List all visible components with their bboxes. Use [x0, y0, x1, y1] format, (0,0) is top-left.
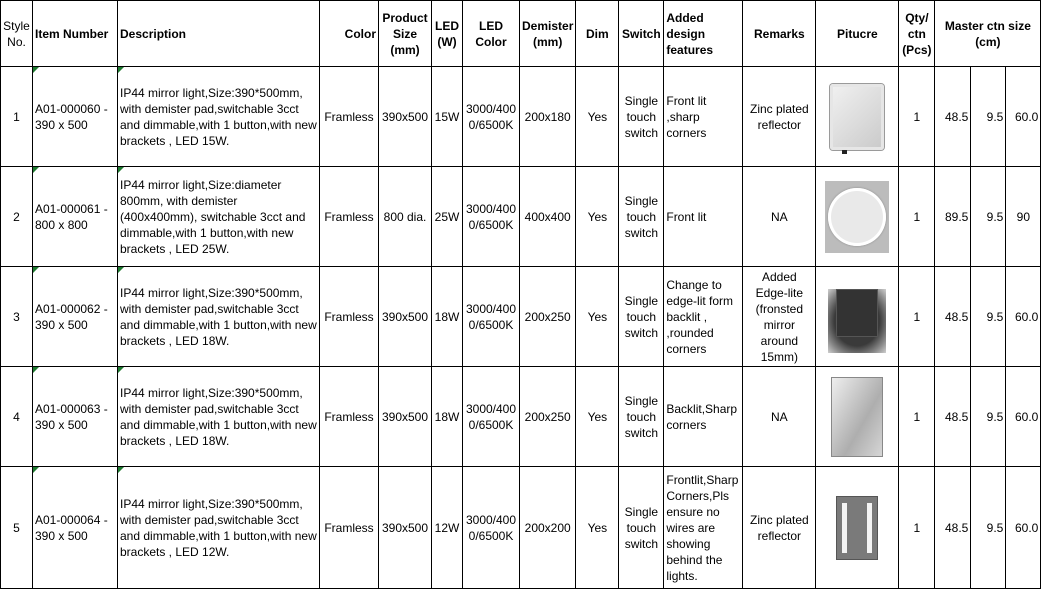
- description-cell: IP44 mirror light,Size:390*500mm, with demister pad,switchable 3cct and dimmable,with 1 button,with new brackets , LED 15W.: [118, 67, 320, 167]
- header-picture: Pitucre: [816, 1, 899, 67]
- product-size-cell: 390x500: [379, 367, 432, 467]
- header-demister: Demister (mm): [520, 1, 576, 67]
- header-dim: Dim: [576, 1, 619, 67]
- item-number-cell: A01-000062 - 390 x 500: [33, 267, 118, 367]
- item-number-cell: A01-000064 - 390 x 500: [33, 467, 118, 589]
- grey-mirror-icon: [832, 378, 882, 456]
- header-description: Description: [118, 1, 320, 67]
- color-cell: Framless: [320, 67, 379, 167]
- description-cell: IP44 mirror light,Size:diameter 800mm, with demister (400x400mm), switchable 3cct and dimmable,with 1 button,with new brackets , LED 25W.: [118, 167, 320, 267]
- style-no-cell: 4: [1, 367, 33, 467]
- design-features-cell: Backlit,Sharp corners: [664, 367, 743, 467]
- color-cell: Framless: [320, 167, 379, 267]
- style-no-cell: 1: [1, 67, 33, 167]
- table-row: [1, 167, 1041, 267]
- picture-cell: [816, 467, 899, 589]
- remarks-cell: NA: [743, 167, 816, 267]
- switch-cell: Single touch switch: [619, 367, 664, 467]
- remarks-cell: Zinc plated reflector: [743, 467, 816, 589]
- ctn-height-cell: 90: [1006, 167, 1041, 267]
- item-number-cell: A01-000063 - 390 x 500: [33, 367, 118, 467]
- led-color-cell: 3000/400 0/6500K: [463, 167, 520, 267]
- ctn-height-cell: 60.0: [1006, 367, 1041, 467]
- led-w-cell: 18W: [432, 267, 463, 367]
- header-style-no: Style No.: [1, 1, 33, 67]
- item-number-cell: A01-000061 - 800 x 800: [33, 167, 118, 267]
- header-row: [1, 1, 1041, 67]
- color-cell: Framless: [320, 267, 379, 367]
- table-row: [1, 67, 1041, 167]
- ctn-height-cell: 60.0: [1006, 467, 1041, 589]
- description-cell: IP44 mirror light,Size:390*500mm, with demister pad,switchable 3cct and dimmable,with 1 button,with new brackets , LED 18W.: [118, 367, 320, 467]
- picture-cell: [816, 367, 899, 467]
- style-no-cell: 3: [1, 267, 33, 367]
- header-added-design: Added design features: [664, 1, 743, 67]
- dim-cell: Yes: [576, 367, 619, 467]
- qty-cell: 1: [899, 167, 935, 267]
- led-color-cell: 3000/400 0/6500K: [463, 467, 520, 589]
- qty-cell: 1: [899, 267, 935, 367]
- header-color: Color: [320, 1, 379, 67]
- led-w-cell: 18W: [432, 367, 463, 467]
- remarks-cell: NA: [743, 367, 816, 467]
- design-features-cell: Frontlit,Sharp Corners,Pls ensure no wires are showing behind the lights.: [664, 467, 743, 589]
- color-cell: Framless: [320, 367, 379, 467]
- description-cell: IP44 mirror light,Size:390*500mm, with demister pad,switchable 3cct and dimmable,with 1 button,with new brackets , LED 18W.: [118, 267, 320, 367]
- ctn-length-cell: 48.5: [935, 467, 971, 589]
- design-features-cell: Front lit ,sharp corners: [664, 67, 743, 167]
- switch-cell: Single touch switch: [619, 467, 664, 589]
- header-product-size: Product Size (mm): [379, 1, 432, 67]
- ctn-length-cell: 89.5: [935, 167, 971, 267]
- product-size-cell: 800 dia.: [379, 167, 432, 267]
- led-color-cell: 3000/400 0/6500K: [463, 367, 520, 467]
- product-size-cell: 390x500: [379, 267, 432, 367]
- color-cell: Framless: [320, 467, 379, 589]
- ctn-width-cell: 9.5: [971, 267, 1006, 367]
- switch-cell: Single touch switch: [619, 67, 664, 167]
- qty-cell: 1: [899, 67, 935, 167]
- picture-cell: [816, 167, 899, 267]
- table-row: [1, 267, 1041, 367]
- remarks-cell: Added Edge-lite (fronsted mirror around 15mm): [743, 267, 816, 367]
- picture-cell: [816, 67, 899, 167]
- style-no-cell: 2: [1, 167, 33, 267]
- qty-cell: 1: [899, 467, 935, 589]
- led-color-cell: 3000/400 0/6500K: [463, 67, 520, 167]
- round-mirror-icon: [825, 181, 889, 253]
- ctn-length-cell: 48.5: [935, 267, 971, 367]
- demister-cell: 200x180: [520, 67, 576, 167]
- ctn-length-cell: 48.5: [935, 367, 971, 467]
- demister-cell: 200x200: [520, 467, 576, 589]
- description-cell: IP44 mirror light,Size:390*500mm, with demister pad,switchable 3cct and dimmable,with 1 button,with new brackets , LED 12W.: [118, 467, 320, 589]
- item-number-cell: A01-000060 - 390 x 500: [33, 67, 118, 167]
- table-row: [1, 367, 1041, 467]
- product-size-cell: 390x500: [379, 467, 432, 589]
- header-qty: Qty/ ctn (Pcs): [899, 1, 935, 67]
- backlit-mirror-icon: [828, 289, 886, 353]
- demister-cell: 200x250: [520, 267, 576, 367]
- style-no-cell: 5: [1, 467, 33, 589]
- table-row: [1, 467, 1041, 589]
- header-item-number: Item Number: [33, 1, 118, 67]
- light-bars-mirror-icon: [837, 497, 877, 559]
- dim-cell: Yes: [576, 167, 619, 267]
- header-switch: Switch: [619, 1, 664, 67]
- design-features-cell: Front lit: [664, 167, 743, 267]
- led-w-cell: 25W: [432, 167, 463, 267]
- header-led-color: LED Color: [463, 1, 520, 67]
- header-remarks: Remarks: [743, 1, 816, 67]
- header-master-ctn: Master ctn size (cm): [935, 1, 1041, 67]
- dim-cell: Yes: [576, 267, 619, 367]
- dim-cell: Yes: [576, 67, 619, 167]
- led-color-cell: 3000/400 0/6500K: [463, 267, 520, 367]
- remarks-cell: Zinc plated reflector: [743, 67, 816, 167]
- ctn-width-cell: 9.5: [971, 367, 1006, 467]
- design-features-cell: Change to edge-lit form backlit , ,rounded corners: [664, 267, 743, 367]
- dim-cell: Yes: [576, 467, 619, 589]
- switch-cell: Single touch switch: [619, 267, 664, 367]
- ctn-height-cell: 60.0: [1006, 67, 1041, 167]
- picture-cell: [816, 267, 899, 367]
- rect-mirror-icon: [830, 84, 884, 150]
- ctn-width-cell: 9.5: [971, 167, 1006, 267]
- ctn-width-cell: 9.5: [971, 467, 1006, 589]
- ctn-width-cell: 9.5: [971, 67, 1006, 167]
- switch-cell: Single touch switch: [619, 167, 664, 267]
- ctn-length-cell: 48.5: [935, 67, 971, 167]
- led-w-cell: 12W: [432, 467, 463, 589]
- demister-cell: 400x400: [520, 167, 576, 267]
- product-size-cell: 390x500: [379, 67, 432, 167]
- qty-cell: 1: [899, 367, 935, 467]
- header-led-w: LED (W): [432, 1, 463, 67]
- demister-cell: 200x250: [520, 367, 576, 467]
- ctn-height-cell: 60.0: [1006, 267, 1041, 367]
- led-w-cell: 15W: [432, 67, 463, 167]
